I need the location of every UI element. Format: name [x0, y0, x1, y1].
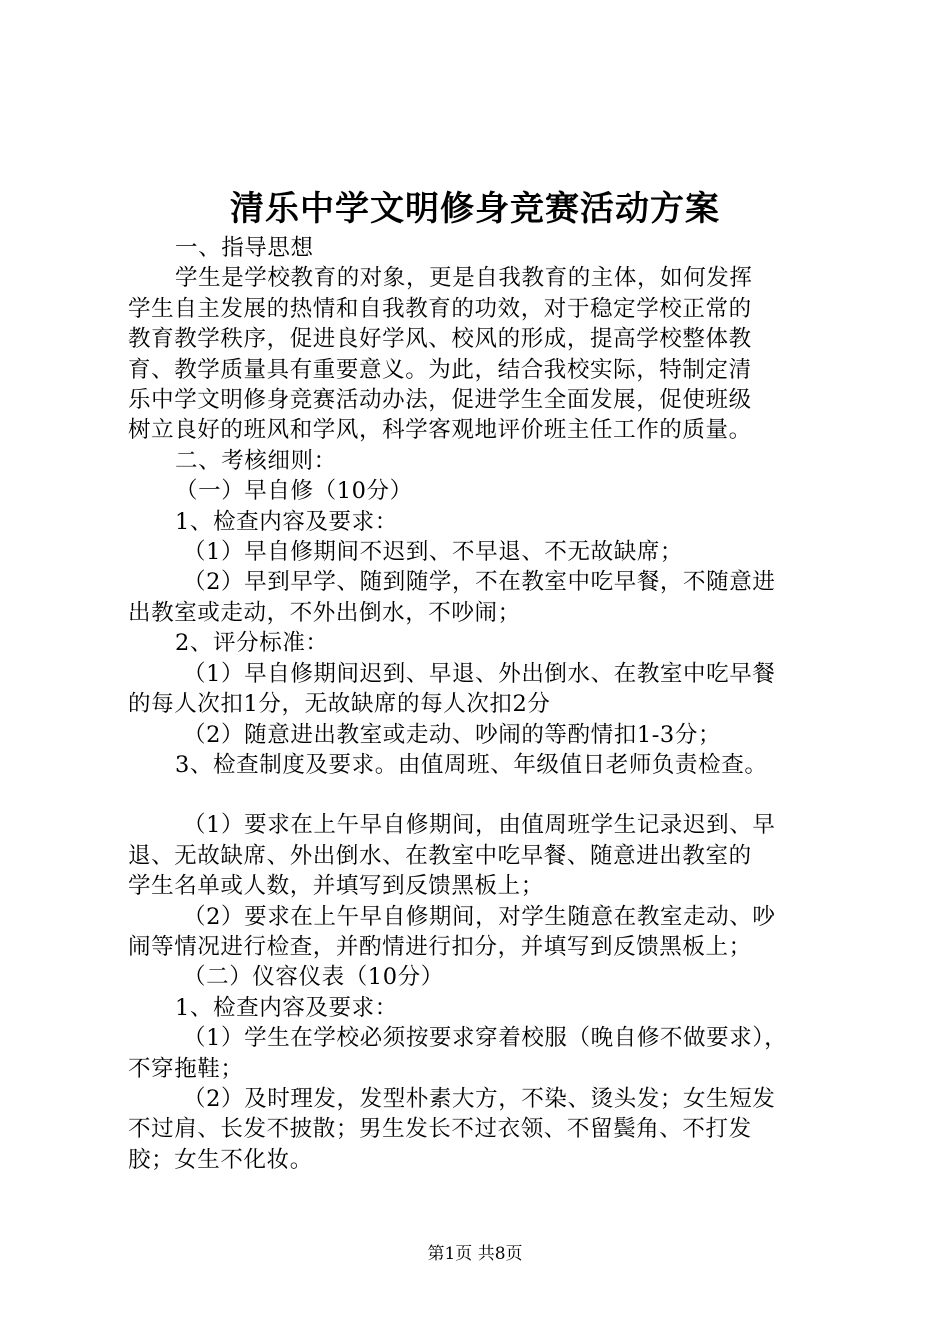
section-heading: 二、考核细则：: [175, 447, 337, 474]
paragraph-line: 学生自主发展的热情和自我教育的功效，对于稳定学校正常的: [128, 295, 752, 322]
paragraph-line: 育、教学质量具有重要意义。为此，结合我校实际，特制定清: [128, 356, 752, 383]
paragraph-line: （2）要求在上午早自修期间，对学生随意在教室走动、吵: [183, 903, 776, 930]
subsection-heading: （二）仪容仪表（10分）: [183, 964, 444, 991]
document-body: [128, 233, 832, 1175]
paragraph-line: 树立良好的班风和学风，科学客观地评价班主任工作的质量。: [128, 417, 752, 444]
paragraph-line: （1）学生在学校必须按要求穿着校服（晚自修不做要求），: [183, 1025, 788, 1052]
paragraph-line: 闹等情况进行检查，并酌情进行扣分，并填写到反馈黑板上；: [128, 933, 752, 960]
paragraph-line: 1、检查内容及要求：: [175, 994, 398, 1021]
paragraph-line: 胶；女生不化妆。: [128, 1146, 313, 1173]
paragraph-line: 的每人次扣1分，无故缺席的每人次扣2分: [128, 691, 551, 718]
section-heading: 一、指导思想: [175, 235, 314, 261]
paragraph-line: 教育教学秩序，促进良好学风、校风的形成，提高学校整体教: [128, 326, 752, 353]
subsection-heading: （一）早自修（10分）: [175, 478, 413, 505]
blank-line: [128, 780, 832, 810]
paragraph-line: （1）早自修期间迟到、早退、外出倒水、在教室中吃早餐: [183, 660, 776, 687]
paragraph-line: 学生是学校教育的对象，更是自我教育的主体，如何发挥: [175, 265, 753, 292]
paragraph-line: （2）及时理发，发型朴素大方，不染、烫头发；女生短发: [183, 1085, 776, 1112]
paragraph-line: 1、检查内容及要求：: [175, 508, 398, 535]
paragraph-line: 不过肩、长发不披散；男生发长不过衣领、不留鬓角、不打发: [128, 1116, 752, 1143]
document-title: 清乐中学文明修身竞赛活动方案: [230, 189, 720, 229]
paragraph-line: 2、评分标准：: [175, 630, 329, 657]
paragraph-line: 退、无故缺席、外出倒水、在教室中吃早餐、随意进出教室的: [128, 842, 752, 869]
paragraph-line: （2）早到早学、随到随学，不在教室中吃早餐，不随意进: [183, 569, 776, 596]
paragraph-line: 出教室或走动，不外出倒水，不吵闹；: [128, 599, 521, 626]
paragraph-line: （1）要求在上午早自修期间，由值周班学生记录迟到、早: [183, 812, 776, 839]
paragraph-line: 不穿拖鞋；: [128, 1055, 244, 1082]
paragraph-line: （1）早自修期间不迟到、不早退、不无故缺席；: [183, 539, 684, 566]
paragraph-line: （2）随意进出教室或走动、吵闹的等酌情扣1-3分；: [183, 721, 722, 748]
paragraph-line: 乐中学文明修身竞赛活动办法，促进学生全面发展，促使班级: [128, 387, 752, 414]
paragraph-line: 3、检查制度及要求。由值周班、年级值日老师负责检查。: [175, 751, 768, 778]
paragraph-line: 学生名单或人数，并填写到反馈黑板上；: [128, 873, 544, 900]
page-footer: 第1页 共8页: [427, 1244, 523, 1264]
